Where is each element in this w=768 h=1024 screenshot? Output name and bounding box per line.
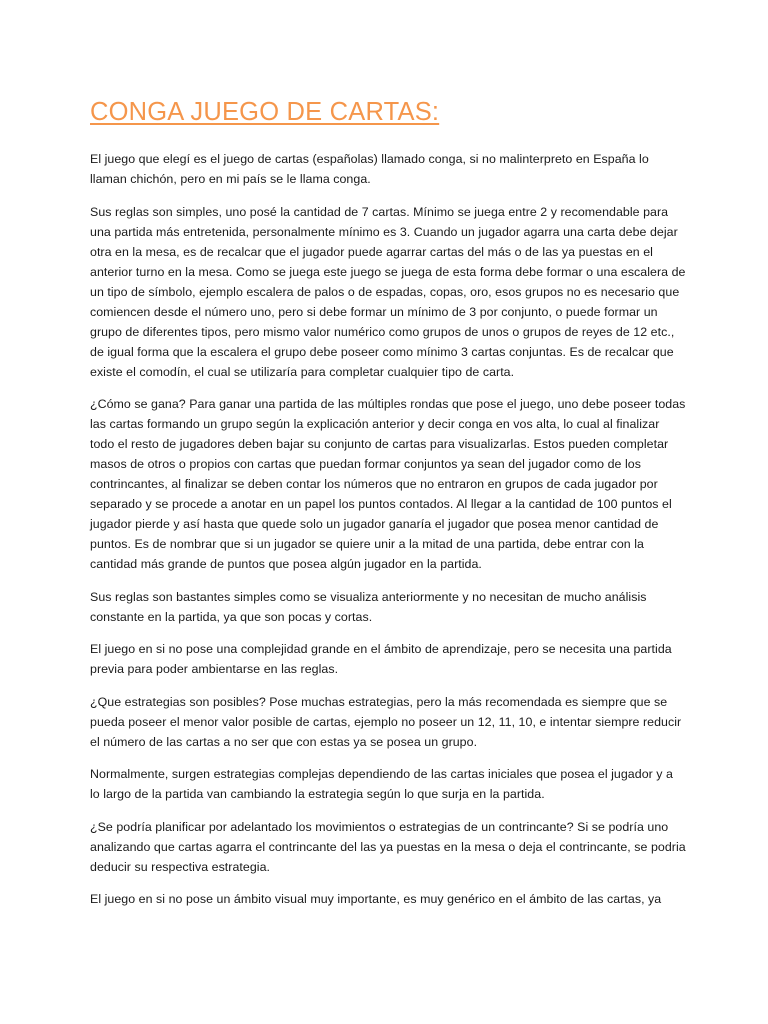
paragraph-game-choice: El juego que elegí es el juego de cartas (españolas) llamado conga, si no malinterpreto en España lo llaman chichón, pero en mi país se le llama conga. bbox=[90, 152, 649, 186]
paragraph-how-to-win: ¿Cómo se gana? Para ganar una partida de las múltiples rondas que pose el juego, uno debe poseer todas las cartas formando un grupo según la explicación anterior y decir conga en vos alta, lo cual al finalizar todo el resto de jugadores deben bajar su conjunto de cartas para visualizarlas. Estos pueden completar masos de otros o propios con cartas que puedan formar conjuntos ya sean del jugador como de los contrincantes, al finalizar se deben contar los números que no entraron en grupos de cada jugador por separado y se procede a anotar en un papel los puntos contados. Al llegar a la cantidad de 100 puntos el jugador pierde y así hasta que quede solo un jugador ganaría el jugador que posea menor cantidad de puntos. Es de nombrar que si un jugador se quiere unir a la mitad de una partida, debe entrar con la cantidad más grande de puntos que posea algún jugador en la partida. bbox=[90, 397, 686, 571]
paragraph-complex-strategies: Normalmente, surgen estrategias complejas dependiendo de las cartas iniciales que posea el jugador y a lo largo de la partida van cambiando la estrategia según lo que surja en la partida. bbox=[90, 767, 673, 801]
paragraph-complexity: El juego en si no pose una complejidad grande en el ámbito de aprendizaje, pero se necesita una partida previa para poder ambientarse en las reglas. bbox=[90, 642, 672, 676]
paragraph-strategies: ¿Que estrategias son posibles? Pose muchas estrategias, pero la más recomendada es siempre que se pueda poseer el menor valor posible de cartas, ejemplo no poseer un 12, 11, 10, e intentar siempre reducir el número de las cartas a no ser que con estas ya se posea un grupo. bbox=[90, 694, 682, 749]
paragraph-rules: Sus reglas son simples, uno posé la cantidad de 7 cartas. Mínimo se juega entre 2 y recomendable para una partida más entretenida, personalmente mínimo es 3. Cuando un jugador agarra una carta debe dejar otra en la mesa, es de recalcar que el jugador puede agarrar cartas del más o de las ya puestas en el anterior turno en la mesa. Como se juega este juego se juega de esta forma debe formar o una escalera de un tipo de símbolo, ejemplo escalera de palos o de espadas, copas, oro, esos grupos no es necesario que comiencen desde el número uno, pero si debe formar un mínimo de 3 por conjunto, o puede formar un grupo de diferentes tipos, pero mismo valor numérico como grupos de unos o grupos de reyes de 12 etc., de igual forma que la escalera el grupo debe poseer como mínimo 3 cartas conjuntas. Es de recalcar que existe el comodín, el cual se utilizaría para completar cualquier tipo de carta. bbox=[90, 204, 686, 379]
paragraph-rules-simplicity: Sus reglas son bastantes simples como se visualiza anteriormente y no necesitan de mucho análisis constante en la partida, ya que son pocas y cortas. bbox=[90, 589, 647, 624]
paragraph-opponent-planning: ¿Se podría planificar por adelantado los movimientos o estrategias de un contrincante? Si se podría uno analizando que cartas agarra el contrincante del las ya puestas en la mesa o deja el contrincante, se podria deducir su respectiva estrategia. bbox=[90, 819, 686, 874]
document-title: CONGA JUEGO DE CARTAS: bbox=[90, 98, 440, 126]
paragraph-visual-aspect: El juego en si no pose un ámbito visual muy importante, es muy genérico en el ámbito de las cartas, ya bbox=[90, 892, 662, 906]
